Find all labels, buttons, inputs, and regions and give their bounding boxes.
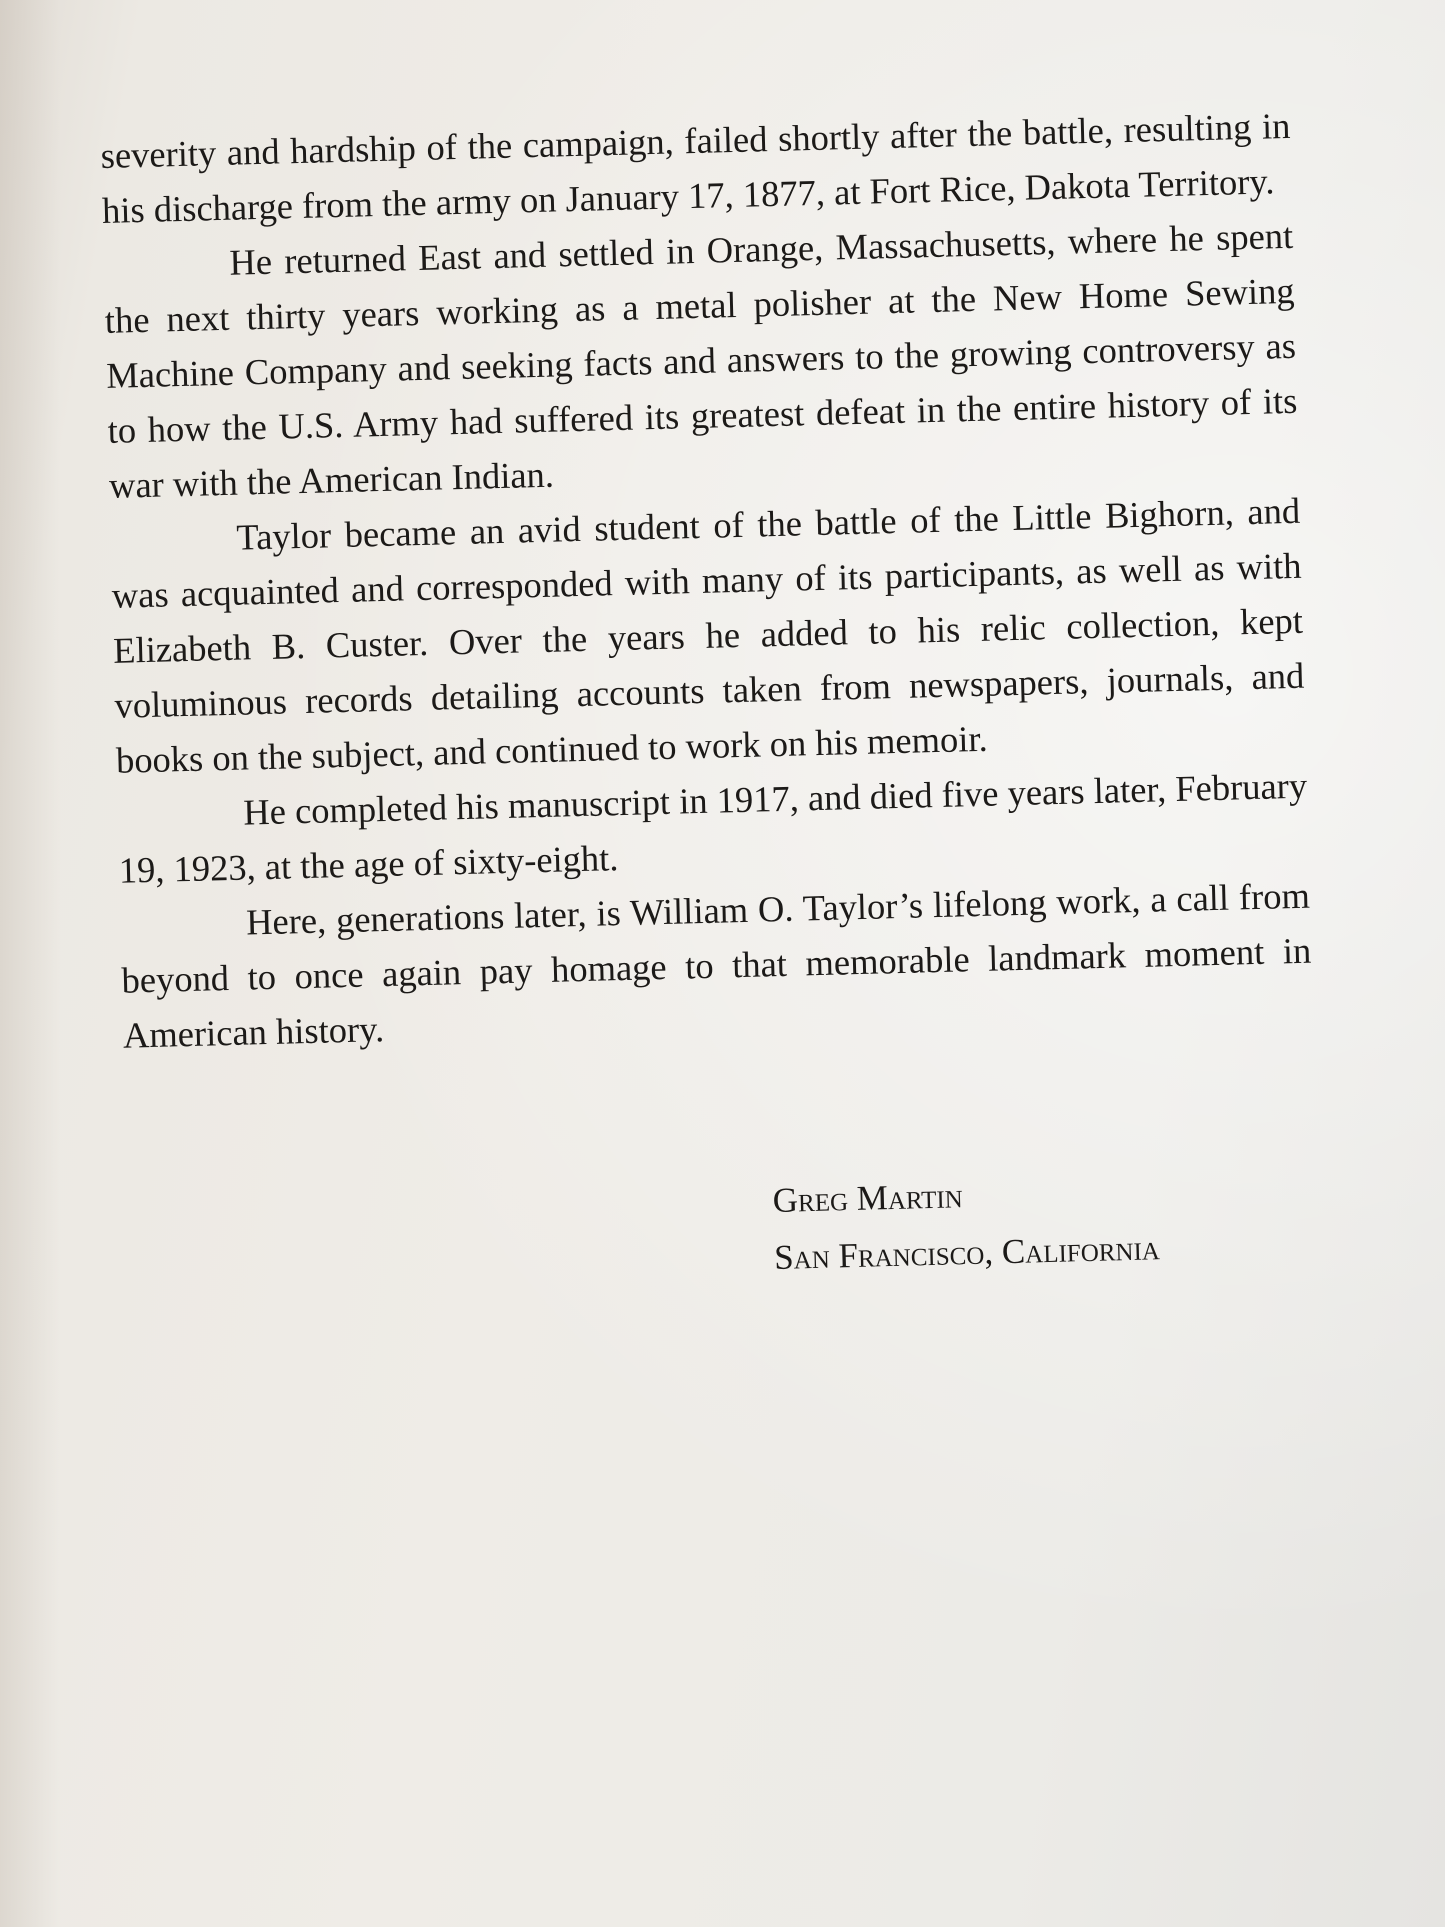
author-location: San Francisco, California xyxy=(773,1228,1161,1277)
paragraph-return-east: He returned East and settled in Orange, Massachusetts, where he spent the next thirty years working as a metal polisher at the New Home Sewing Machine Company and seeking facts and answers to the growing controversy as to how the U.S. Army had suffered its greatest defeat in the entire history of its war with the American Indian. xyxy=(104,214,1298,506)
signature-block xyxy=(772,1162,1161,1286)
paragraph-closing: Here, generations later, is William O. Taylor’s lifelong work, a call from beyond to once again pay homage to that memorable landmark moment in American history. xyxy=(121,874,1312,1056)
author-name: Greg Martin xyxy=(772,1176,964,1220)
paragraph-avid-student: Taylor became an avid student of the battle of the Little Bighorn, and was acquainted and corresponded with many of its participants, as well as with Elizabeth B. Custer. Over the years he added to his relic collection, kept voluminous records detailing accounts taken from newspapers, journals, and books on the subject, and continued to work on his memoir. xyxy=(111,489,1305,781)
paragraph-manuscript-completed: He completed his manuscript in 1917, and died five years later, February 19, 1923, at the age of sixty-eight. xyxy=(118,764,1308,891)
paragraph-continuation: severity and hardship of the campaign, failed shortly after the battle, resulting in his discharge from the army on January 17, 1877, at Fort Rice, Dakota Territory. xyxy=(100,104,1291,231)
page-gutter-shadow xyxy=(0,0,60,1927)
body-text xyxy=(100,98,1313,1063)
